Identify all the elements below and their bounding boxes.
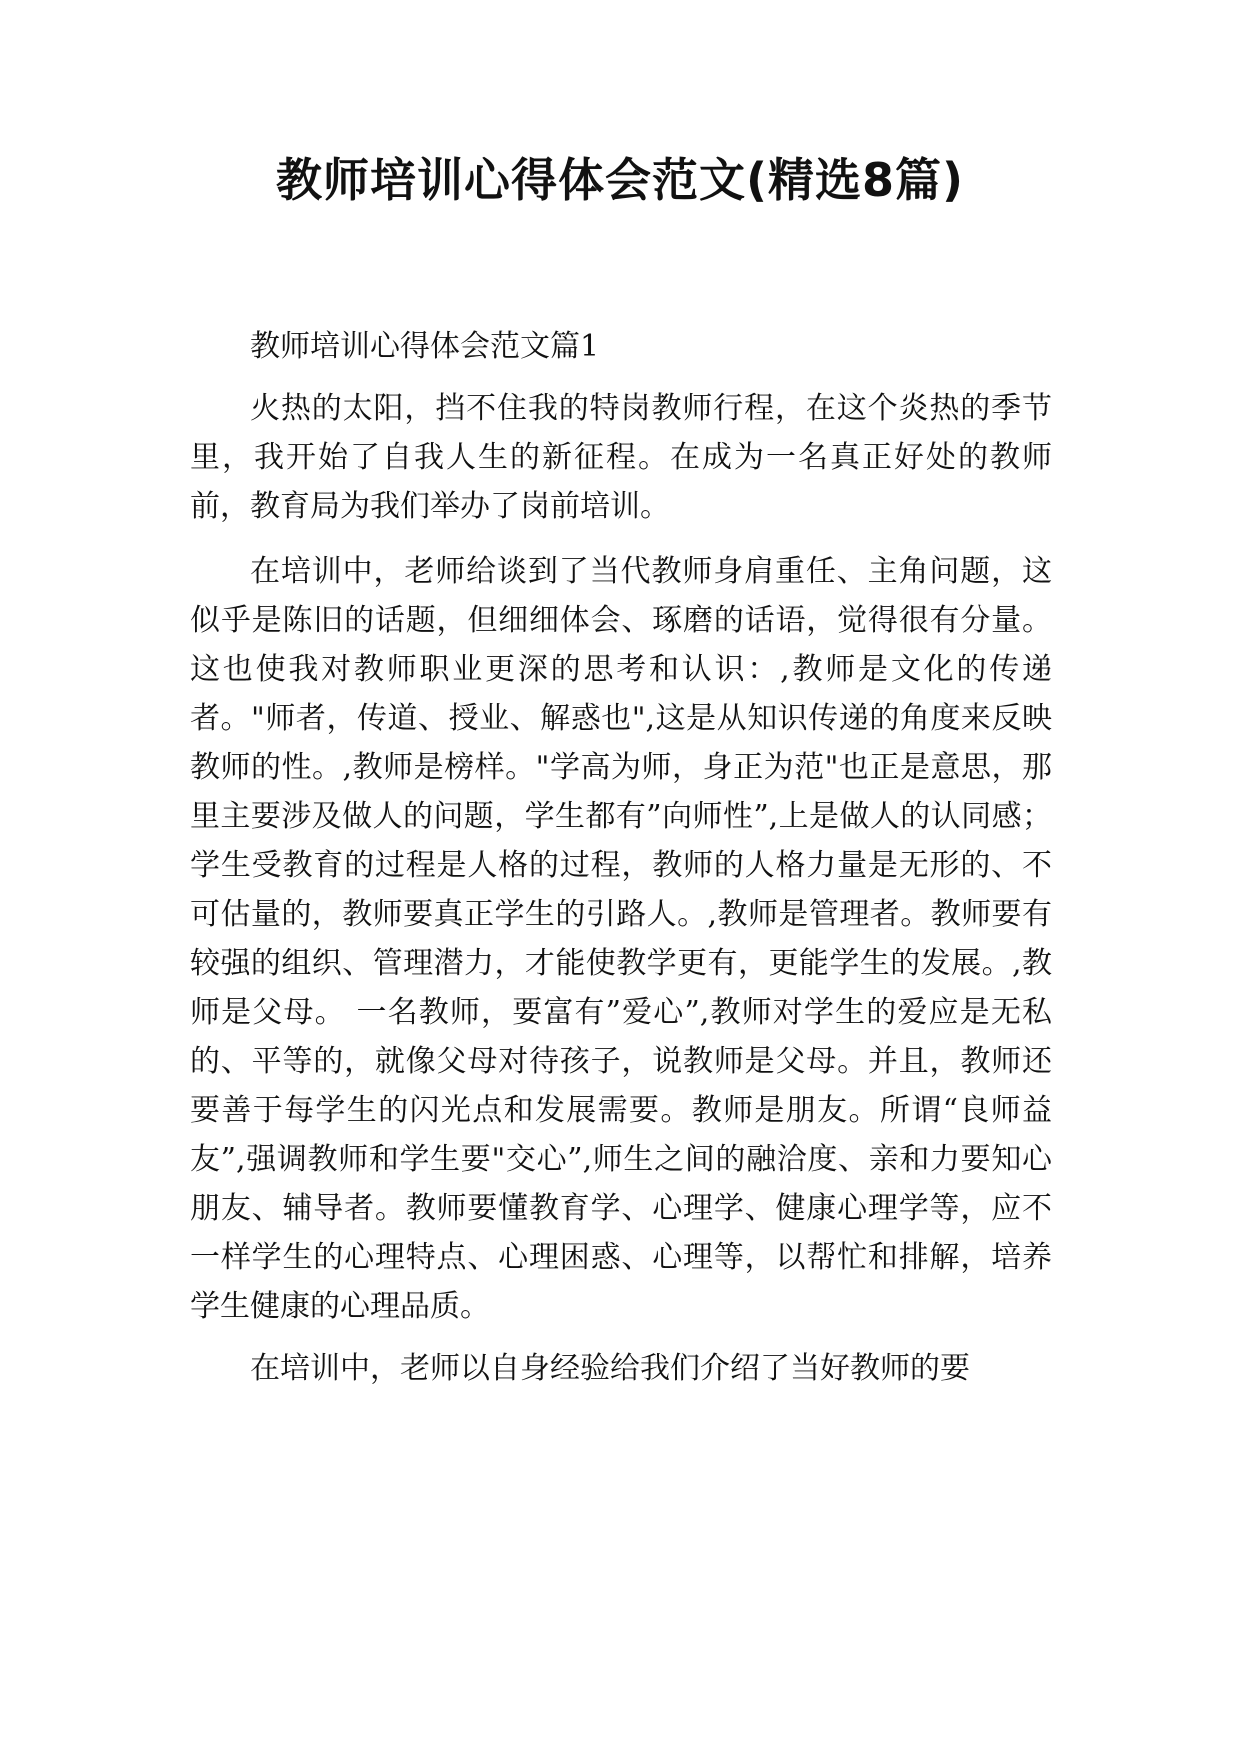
paragraph-2: 在培训中，老师给谈到了当代教师身肩重任、主角问题，这似乎是陈旧的话题，但细细体会、琢磨的话语，觉得很有分量。这也使我对教师职业更深的思考和认识：,教师是文化的传递者。"师者，传道、授业、解惑也",这是从知识传递的角度来反映教师的性。,教师是榜样。"学高为师，身正为范"也正是意思，那里主要涉及做人的问题，学生都有”向师性”,上是做人的认同感；学生受教育的过程是人格的过程，教师的人格力量是无形的、不可估量的，教师要真正学生的引路人。,教师是管理者。教师要有较强的组织、管理潜力，才能使教学更有，更能学生的发展。,教师是父母。 一名教师，要富有”爱心”,教师对学生的爱应是无私的、平等的，就像父母对待孩子，说教师是父母。并且，教师还要善于每学生的闪光点和发展需要。教师是朋友。所谓“良师益友”,强调教师和学生要"交心”,师生之间的融洽度、亲和力要知心朋友、辅导者。教师要懂教育学、心理学、健康心理学等，应不一样学生的心理特点、心理困惑、心理等，以帮忙和排解，培养学生健康的心理品质。 [190,554,1052,1324]
document-title: 教师培训心得体会范文(精选8篇) [275,153,965,207]
section-heading: 教师培训心得体会范文篇1 [250,329,600,364]
paragraph-3: 在培训中，老师以自身经验给我们介绍了当好教师的要 [250,1351,970,1386]
document-body [190,322,1052,1406]
paragraph-1: 火热的太阳，挡不住我的特岗教师行程，在这个炎热的季节里，我开始了自我人生的新征程。在成为一名真正好处的教师前，教育局为我们举办了岗前培训。 [190,391,1052,524]
